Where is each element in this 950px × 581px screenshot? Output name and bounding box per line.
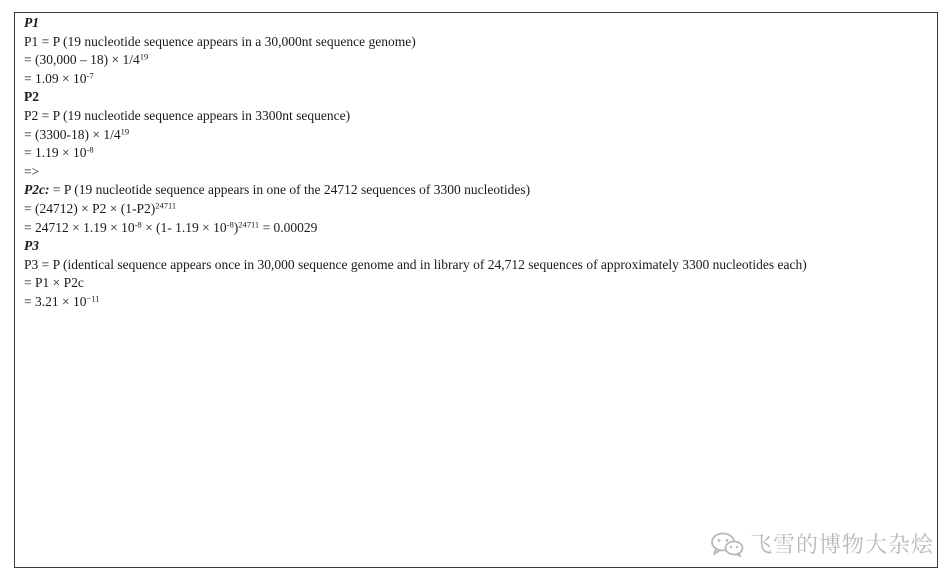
- p1-step-2-main: = 1.09 × 10: [24, 70, 87, 86]
- p2c-step-2-part-c: ): [233, 219, 239, 235]
- p1-step-1-exponent: 19: [139, 51, 149, 62]
- p2c-definition-text: = P (19 nucleotide sequence appears in one of the 24712 sequences of 3300 nucleotides): [49, 182, 531, 198]
- wechat-logo-icon: [710, 531, 744, 557]
- p2c-definition: [24, 181, 936, 200]
- p2c-step-2-result: = 0.00029: [259, 219, 318, 235]
- p3-step-2-exponent: −11: [86, 293, 100, 304]
- p3-step-2: [24, 293, 936, 312]
- p2c-label: P2c:: [24, 182, 50, 198]
- p2c-step-2-exponent-a: -8: [134, 218, 142, 229]
- watermark: [710, 528, 934, 559]
- p1-heading: P1: [24, 15, 39, 30]
- p1-step-2-exponent: -7: [86, 70, 94, 81]
- probability-calculation-text: [24, 14, 936, 312]
- p2c-step-1: [24, 200, 936, 219]
- p2-step-2: [24, 144, 936, 163]
- p2-step-2-exponent: -8: [86, 144, 94, 155]
- p2c-step-2-exponent-b: -8: [226, 218, 234, 229]
- p1-definition: P1 = P (19 nucleotide sequence appears in a 30,000nt sequence genome): [24, 33, 416, 49]
- watermark-text: 飞雪的博物大杂烩: [749, 533, 934, 558]
- p3-step-2-main: = 3.21 × 10: [24, 293, 87, 309]
- p2-step-1-main: = (3300-18) × 1/4: [24, 126, 121, 142]
- p2-step-1-exponent: 19: [120, 125, 130, 136]
- implies-arrow: =>: [24, 163, 40, 179]
- p1-step-1-main: = (30,000 – 18) × 1/4: [24, 52, 140, 68]
- p2-heading: P2: [24, 89, 39, 105]
- p2c-step-2: [24, 219, 936, 238]
- p2c-step-2-part-a: = 24712 × 1.19 × 10: [24, 219, 135, 235]
- p3-definition: P3 = P (identical sequence appears once in 30,000 sequence genome and in library of 24,712 sequences of approximately 3300 nucleotides each): [24, 256, 807, 272]
- p2-step-2-main: = 1.19 × 10: [24, 145, 87, 161]
- p2c-step-1-main: = (24712) × P2 × (1-P2): [24, 200, 156, 216]
- p2c-step-1-exponent: 24711: [155, 200, 177, 211]
- p3-step-1: = P1 × P2c: [24, 275, 84, 291]
- p1-step-2: [24, 70, 936, 89]
- p2c-step-2-exponent-c: 24711: [238, 218, 260, 229]
- p2-definition: P2 = P (19 nucleotide sequence appears in 3300nt sequence): [24, 107, 351, 123]
- p3-heading: P3: [24, 238, 39, 254]
- p2c-step-2-part-b: × (1- 1.19 × 10: [141, 219, 227, 235]
- p2-step-1: [24, 126, 936, 145]
- p1-step-1: [24, 51, 936, 70]
